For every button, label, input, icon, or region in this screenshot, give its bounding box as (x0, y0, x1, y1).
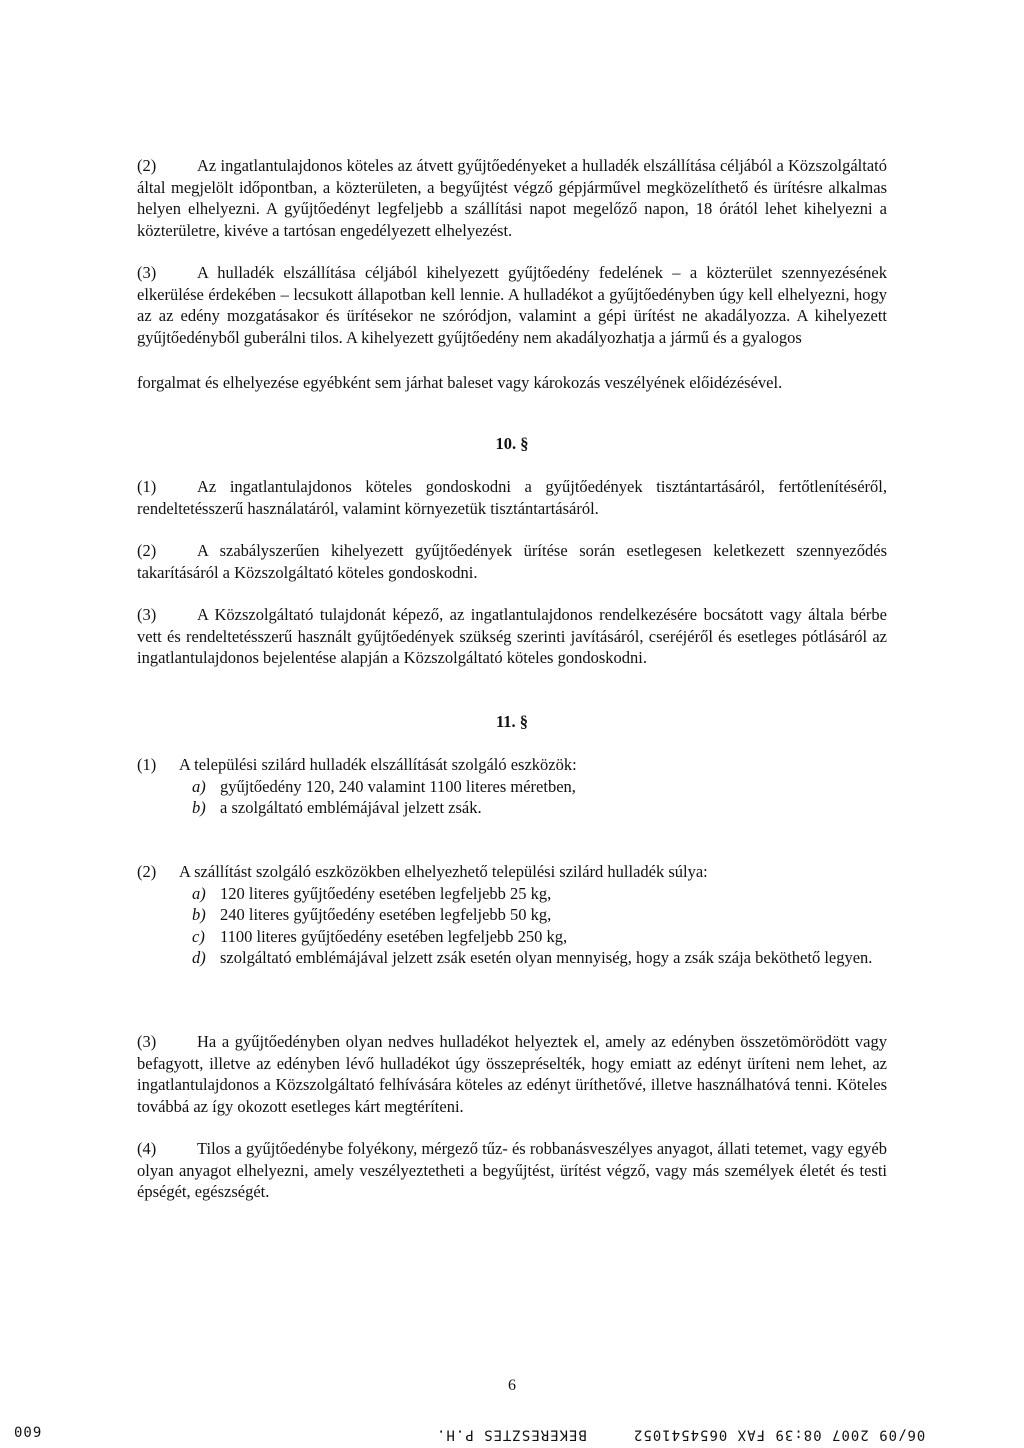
paragraph-11-3 (137, 1031, 887, 1117)
paragraph-number: (3) (137, 1032, 157, 1051)
list-item (137, 883, 897, 905)
paragraph-text: Tilos a gyűjtőedénybe folyékony, mérgező tűz- és robbanásveszélyes anyagot, állati tetemet, vagy egyéb olyan anyagot elhelyezni, amely veszélyeztetheti a begyűjtést, ürítést végző, vagy más személyek életét és testi épségét, egészségét. (137, 1139, 887, 1202)
paragraph-text: A szállítást szolgáló eszközökben elhelyezhető települési szilárd hulladék súlya: (179, 862, 708, 881)
paragraph-10-3 (137, 604, 887, 669)
list-item-letter: a) (192, 883, 206, 903)
paragraph-number: (3) (137, 263, 157, 282)
paragraph-text: A szabályszerűen kihelyezett gyűjtőedények ürítése során esetlegesen keletkezett szennyeződés takarításáról a Közszolgáltató köteles gondoskodni. (137, 541, 887, 582)
list-item-letter: d) (192, 948, 206, 968)
list-item-text: szolgáltató emblémájával jelzett zsák esetén olyan mennyiség, hogy a zsák szája beköthető legyen. (220, 948, 873, 968)
list-item (137, 904, 897, 926)
paragraph-number: (2) (137, 156, 157, 175)
paragraph-text: A települési szilárd hulladék elszállítását szolgáló eszközök: (179, 755, 577, 774)
paragraph-number: (2) (137, 541, 157, 560)
list-item-text: 120 literes gyűjtőedény esetében legfeljebb 25 kg, (220, 883, 552, 903)
list-item-text: 1100 literes gyűjtőedény esetében legfeljebb 250 kg, (220, 926, 568, 946)
page-number: 6 (508, 1377, 516, 1394)
list-intro (137, 861, 897, 883)
paragraph-number: (2) (137, 862, 157, 881)
paragraph-11-1 (137, 754, 897, 819)
list-item-letter: a) (192, 776, 206, 796)
paragraph-text: Az ingatlantulajdonos köteles gondoskodni a gyűjtőedények tisztántartásáról, fertőtlenítéséről, rendeltetésszerű használatáról, valamint környezetük tisztántartásáról. (137, 477, 887, 518)
list-item-letter: b) (192, 905, 206, 925)
paragraph-text: forgalmat és elhelyezése egyébként sem járhat baleset vagy károkozás veszélyének előidézésével. (137, 373, 783, 392)
paragraph-number: (1) (137, 755, 157, 774)
paragraph-10-1 (137, 476, 887, 519)
paragraph-text: Az ingatlantulajdonos köteles az átvett gyűjtőedényeket a hulladék elszállítása céljából a Közszolgáltató által megjelölt időpontban, a közterületen, a begyűjtést végző gépjárművel megközelíthető és ürítésre alkalmas helyen elhelyezni. A gyűjtőedényt legfeljebb a szállítási napot megelőző napon, 18 órától lehet kihelyezni a közterületre, kivéve a tartósan engedélyezett elhelyezést. (137, 156, 887, 240)
section-heading-10: 10. § (495, 434, 529, 453)
list-item (137, 776, 897, 798)
list-item-text: 240 literes gyűjtőedény esetében legfeljebb 50 kg, (220, 905, 552, 925)
list-intro (137, 754, 897, 776)
fax-header-line: 06/09 2007 08:39 FAX 0654541052 (633, 1426, 926, 1443)
list-item-text: a szolgáltató emblémájával jelzett zsák. (220, 798, 482, 818)
fax-sender-name: BEKERESZTES P.H. (436, 1426, 587, 1443)
list-item-text: gyűjtőedény 120, 240 valamint 1100 literes méretben, (220, 776, 576, 796)
list-item-letter: b) (192, 798, 206, 818)
paragraph-10-2 (137, 540, 887, 583)
section-heading-11: 11. § (495, 712, 529, 731)
paragraph-text: Ha a gyűjtőedényben olyan nedves hulladékot helyeztek el, amely az edényben összetömörödött vagy befagyott, illetve az edényben lévő hulladékot úgy összepréselték, hogy emiatt az edényt üríteni nem lehet, az ingatlantulajdonos a Közszolgáltató felhívására köteles az edényt üríthetővé, illetve használhatóvá tenni. Köteles továbbá az így okozott esetleges kárt megtéríteni. (137, 1032, 887, 1116)
paragraph-number: (4) (137, 1139, 157, 1158)
paragraph-11-2 (137, 861, 897, 969)
paragraph-11-4 (137, 1138, 887, 1203)
list-item-letter: c) (192, 926, 205, 946)
list-item (137, 947, 897, 969)
paragraph-text: A hulladék elszállítása céljából kihelyezett gyűjtőedény fedelének – a közterület szennyezésének elkerülése érdekében – lecsukott állapotban kell lennie. A hulladékot a gyűjtőedényben úgy kell elhelyezni, hogy az az edény mozgatásakor és ürítésekor ne szóródjon, valamint a gépi ürítést ne akadályozza. A kihelyezett gyűjtőedényből guberálni tilos. A kihelyezett gyűjtőedény nem akadályozhatja a jármű és a gyalogos (137, 263, 887, 347)
paragraph-9-2 (137, 155, 887, 241)
paragraph-9-3 (137, 262, 887, 348)
paragraph-text: A Közszolgáltató tulajdonát képező, az ingatlantulajdonos rendelkezésére bocsátott vagy általa bérbe vett és rendeltetésszerű használt gyűjtőedények szükség szerinti javításáról, cseréjéről és esetleges pótlásáról az ingatlantulajdonos bejelentése alapján a Közszolgáltató köteles gondoskodni. (137, 605, 887, 668)
paragraph-number: (1) (137, 477, 157, 496)
fax-page-counter: 009 (14, 1425, 43, 1441)
list-item (137, 926, 897, 948)
paragraph-9-3-continuation (137, 372, 887, 394)
paragraph-number: (3) (137, 605, 157, 624)
list-item (137, 797, 897, 819)
